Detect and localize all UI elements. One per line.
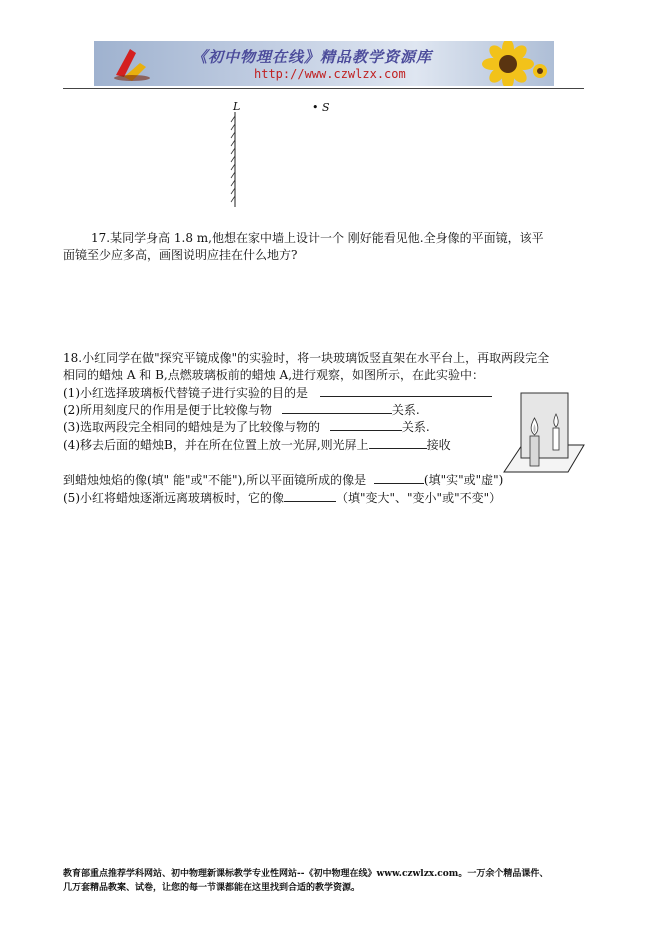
candle-a <box>530 436 539 466</box>
q18-item4-cont <box>63 471 503 489</box>
site-logo-icon <box>110 45 154 83</box>
q18-item2-text: (2)所用刻度尺的作用是便于比较像与物 <box>63 403 272 417</box>
banner-title: 《初中物理在线》精品教学资源库 <box>192 48 433 66</box>
q18-item4-cont-text: 到蜡烛烛焰的像(填" 能"或"不能"),所以平面镜所成的像是 <box>63 473 367 487</box>
q18-line1: 18.小红同学在做"探究平镜成像"的实验时，将一块玻璃饭竖直架在水平台上，再取两段完全 <box>63 351 550 365</box>
q18-item3 <box>63 418 430 436</box>
q18-item3-suffix: 关系. <box>401 420 430 434</box>
footer-line2: 几万套精品教案、试卷，让您的每一节课都能在这里找到合适的教学资源。 <box>63 883 361 893</box>
candle-experiment-figure <box>500 390 586 476</box>
q18-item5-blank[interactable] <box>284 489 336 502</box>
q17-line1: 17.某同学身高 1.8 m,他想在家中墙上设计一个 刚好能看见他.全身像的平面镜，该平 <box>91 231 544 245</box>
q18-item3-blank[interactable] <box>330 418 402 431</box>
q18-item5-suffix: （填"变大"、"变小"或"不变"） <box>336 491 502 505</box>
q17-line2: 面镜至少应多高，画图说明应挂在什么地方? <box>63 248 298 262</box>
plane-mirror-figure <box>226 112 240 208</box>
q18-item5-text: (5)小红将蜡烛逐渐远离玻璃板时，它的像 <box>63 491 284 505</box>
q18-item5 <box>63 489 501 507</box>
header-rule <box>63 88 584 89</box>
q18-item1 <box>63 384 492 402</box>
point-source-label: • S <box>312 101 330 114</box>
footer-line1: 教育部重点推荐学科网站、初中物理新课标教学专业性网站--《初中物理在线》www.czwlzx.com。一万余个精品课件、 <box>63 869 549 879</box>
q18-item3-text: (3)选取两段完全相同的蜡烛是为了比较像与物的 <box>63 420 320 434</box>
candle-b <box>553 428 559 450</box>
header-banner <box>94 41 554 86</box>
q18-item1-blank[interactable] <box>320 384 492 397</box>
q18-item2-blank[interactable] <box>282 401 392 414</box>
q18-item2 <box>63 401 420 419</box>
q18-item4 <box>63 436 451 454</box>
q18-item4-cont-blank[interactable] <box>374 471 424 484</box>
q18-line2: 相同的蜡烛 A 和 B,点燃玻璃板前的蜡烛 A,进行观察，如图所示，在此实验中： <box>63 368 485 382</box>
q18-item4-suffix: 接收 <box>426 438 451 452</box>
banner-url[interactable]: http://www.czwlzx.com <box>254 67 406 81</box>
mirror-label: L <box>233 100 241 113</box>
q18-item2-suffix: 关系. <box>391 403 420 417</box>
q18-item4-text: (4)移去后面的蜡烛B，并在所在位置上放一光屏,则光屏上 <box>63 438 369 452</box>
q18-item4-blank[interactable] <box>369 436 427 449</box>
q18-item1-text: (1)小红选择玻璃板代替镜子进行实验的目的是 <box>63 386 308 400</box>
sunflower-icon <box>470 41 550 86</box>
q18-item4-cont-suffix: (填"实"或"虚") <box>423 473 504 487</box>
